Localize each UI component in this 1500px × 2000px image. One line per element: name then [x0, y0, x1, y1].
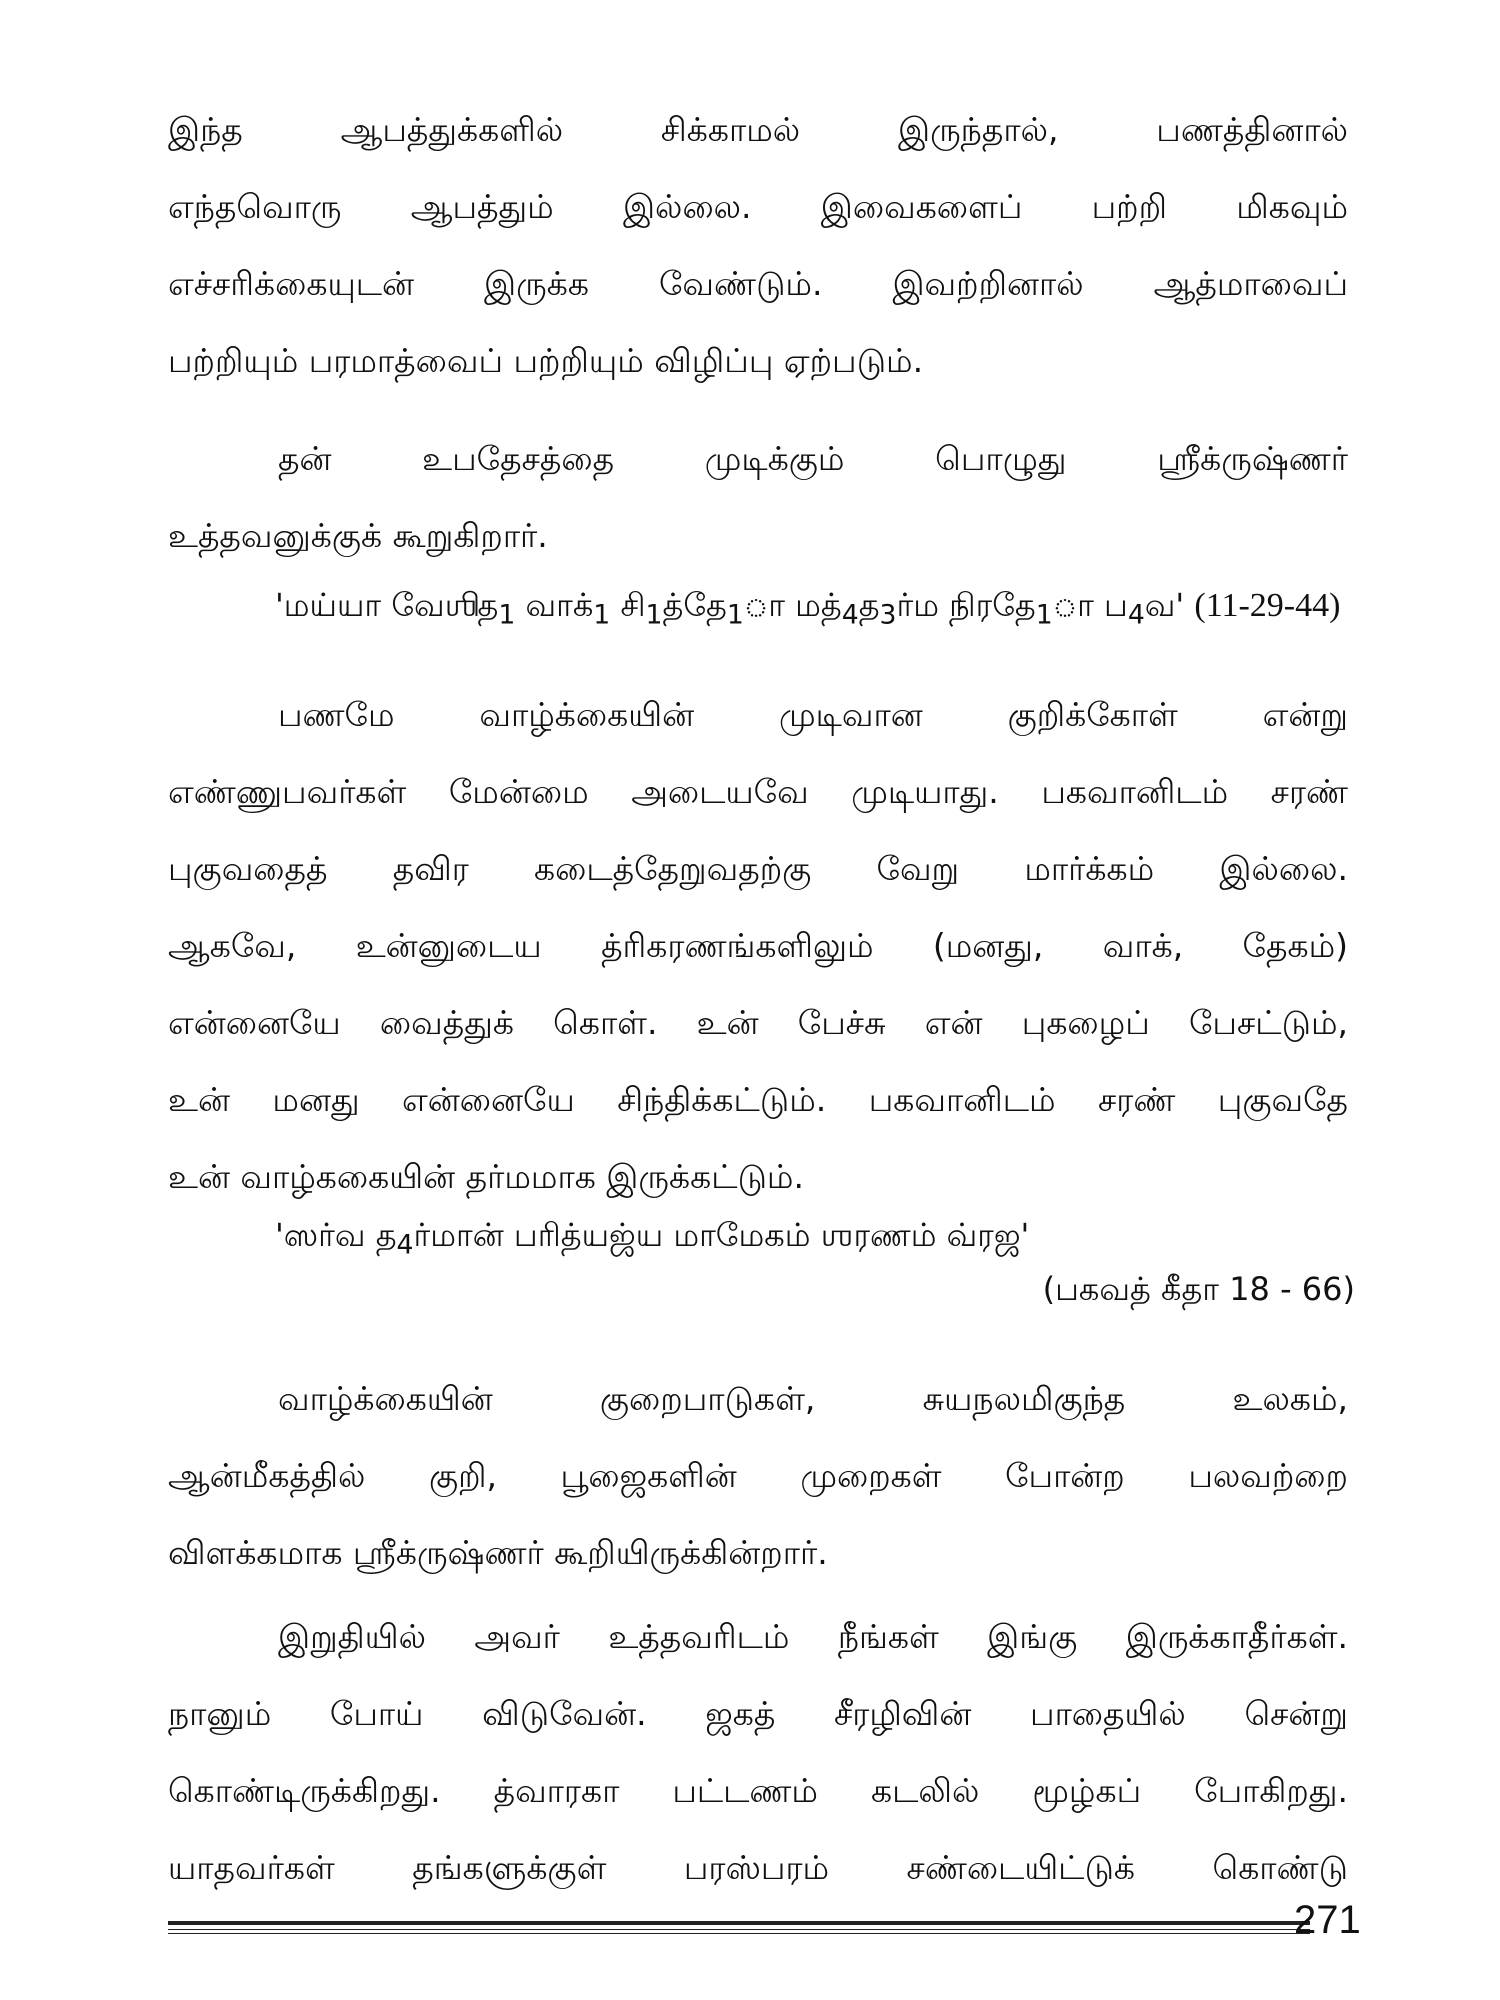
verse-text: ா மத் — [743, 586, 842, 624]
verse-text: த்தே — [662, 586, 727, 624]
verse-text: சி — [610, 586, 646, 624]
paragraph-line: இந்த ஆபத்துக்களில் சிக்காமல் இருந்தால், பணத்தினால் — [168, 110, 1348, 149]
verse-text: ர்மான் பரித்யஜ்ய மாமேகம் ஶரணம் வ்ரஜ' — [413, 1216, 1030, 1254]
footer-rule — [168, 1933, 1310, 1934]
paragraph-line: என்னையே வைத்துக் கொள். உன் பேச்சு என் புகழைப் பேசட்டும், — [168, 1003, 1348, 1042]
paragraph-line: எந்தவொரு ஆபத்தும் இல்லை. இவைகளைப் பற்றி மிகவும் — [168, 187, 1348, 226]
paragraph-1 — [168, 91, 1348, 399]
verse-subscript: 1 — [645, 599, 663, 631]
verse-text: வாக் — [515, 586, 594, 624]
footer-rule — [168, 1921, 1310, 1925]
verse-subscript: 4 — [1127, 599, 1145, 631]
verse-subscript: 1 — [498, 599, 516, 631]
paragraph-line: யாதவர்கள் தங்களுக்குள் பரஸ்பரம் சண்டையிட்டுக் கொண்டு — [168, 1848, 1348, 1887]
sanskrit-verse-1 — [275, 582, 1355, 638]
verse-subscript: 1 — [1035, 599, 1053, 631]
paragraph-line: புகுவதைத் தவிர கடைத்தேறுவதற்கு வேறு மார்க்கம் இல்லை. — [168, 849, 1348, 888]
paragraph-3 — [168, 676, 1348, 1215]
paragraph-line: கொண்டிருக்கிறது. த்வாரகா பட்டணம் கடலில் மூழ்கப் போகிறது. — [168, 1771, 1348, 1810]
paragraph-line: விளக்கமாக ஸ்ரீக்ருஷ்ணர் கூறியிருக்கின்றார். — [168, 1533, 828, 1572]
paragraph-line: பற்றியும் பரமாத்வைப் பற்றியும் விழிப்பு ஏற்படும். — [168, 341, 924, 380]
verse-text: த — [858, 586, 880, 624]
paragraph-line: எண்ணுபவர்கள் மேன்மை அடையவே முடியாது. பகவானிடம் சரண் — [168, 772, 1348, 811]
paragraph-line: பணமே வாழ்க்கையின் முடிவான குறிக்கோள் என்று — [278, 695, 1348, 734]
page-number: 271 — [1294, 1898, 1361, 1942]
verse-subscript: 3 — [879, 599, 897, 631]
paragraph-line: இறுதியில் அவர் உத்தவரிடம் நீங்கள் இங்கு இருக்காதீர்கள். — [278, 1617, 1348, 1656]
paragraph-line: ஆன்மீகத்தில் குறி, பூஜைகளின் முறைகள் போன்ற பலவற்றை — [168, 1456, 1348, 1495]
verse-subscript: 4 — [841, 599, 859, 631]
verse-subscript: 1 — [593, 599, 611, 631]
paragraph-2 — [168, 420, 1348, 574]
verse-text: வ' — [1144, 586, 1195, 624]
verse-text: 'ஸர்வ த — [275, 1216, 397, 1254]
sanskrit-verse-2 — [275, 1212, 1355, 1268]
verse-text: 'மய்யா வேஶித — [275, 586, 499, 624]
paragraph-4 — [168, 1360, 1348, 1591]
verse-subscript: 4 — [396, 1229, 414, 1261]
verse-text: ர்ம நிரதே — [896, 586, 1036, 624]
paragraph-line: உன் மனது என்னையே சிந்திக்கட்டும். பகவானிடம் சரண் புகுவதே — [168, 1080, 1348, 1119]
paragraph-line: எச்சரிக்கையுடன் இருக்க வேண்டும். இவற்றினால் ஆத்மாவைப் — [168, 264, 1348, 303]
footer-rule — [168, 1929, 1310, 1930]
paragraph-5 — [168, 1598, 1348, 1906]
verse-text: ா ப — [1052, 586, 1128, 624]
paragraph-line: உன் வாழ்ககையின் தர்மமாக இருக்கட்டும். — [168, 1157, 804, 1196]
verse-subscript: 1 — [726, 599, 744, 631]
verse-reference: (11-29-44) — [1194, 587, 1341, 624]
paragraph-line: ஆகவே, உன்னுடைய த்ரிகரணங்களிலும் (மனது, வாக், தேகம்) — [168, 926, 1348, 965]
verse-2-reference: (பகவத் கீதா 18 - 66) — [1042, 1270, 1355, 1308]
paragraph-line: தன் உபதேசத்தை முடிக்கும் பொழுது ஸ்ரீக்ருஷ்ணர் — [278, 439, 1348, 478]
paragraph-line: நானும் போய் விடுவேன். ஜகத் சீரழிவின் பாதையில் சென்று — [168, 1694, 1348, 1733]
paragraph-line: உத்தவனுக்குக் கூறுகிறார். — [168, 516, 548, 555]
paragraph-line: வாழ்க்கையின் குறைபாடுகள், சுயநலமிகுந்த உலகம், — [278, 1379, 1348, 1418]
